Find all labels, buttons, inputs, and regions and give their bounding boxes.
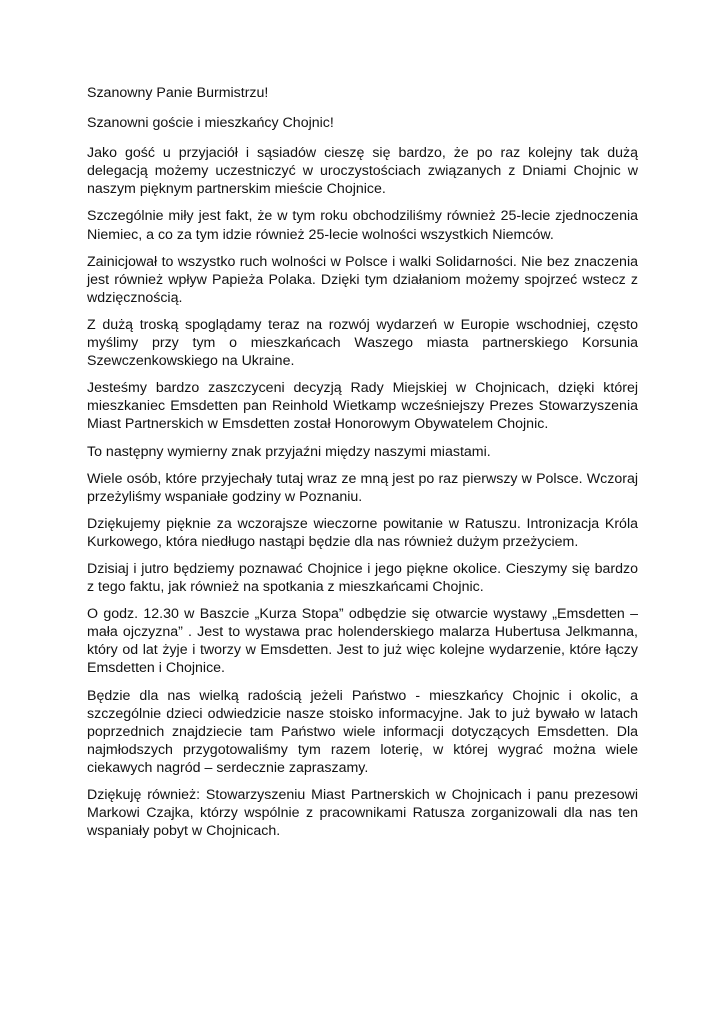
paragraph-1: Jako gość u przyjaciół i sąsiadów cieszę się bardzo, że po raz kolejny tak dużą delegacją możemy uczestniczyć w uroczystościach związanych z Dniami Chojnic w naszym pięknym partnerskim mieście Chojnice. [87, 145, 638, 198]
paragraph-10: O godz. 12.30 w Baszcie „Kurza Stopa” odbędzie się otwarcie wystawy „Emsdetten – mała ojczyzna” . Jest to wystawa prac holenderskiego malarza Hubertusa Jelkmanna, który od lat żyje i tworzy w Emsdetten. Jest to już więc kolejne wydarzenie, które łączy Emsdetten i Chojnice. [87, 606, 638, 677]
paragraph-8: Dziękujemy pięknie za wczorajsze wieczorne powitanie w Ratuszu. Intronizacja Króla Kurkowego, która niedługo nastąpi będzie dla nas również dużym przeżyciem. [87, 515, 638, 550]
paragraph-11: Będzie dla nas wielką radością jeżeli Państwo - mieszkańcy Chojnic i okolic, a szczególnie dzieci odwiedzicie nasze stoisko informacyjne. Jak to już bywało w latach poprzednich znajdziecie tam Państwo wiele informacji dotyczących Emsdetten. Dla najmłodszych przygotowaliśmy tym razem loterię, w której wygrać można wiele ciekawych nagród – serdecznie zapraszamy. [87, 687, 638, 776]
paragraph-6: To następny wymierny znak przyjaźni między naszymi miastami. [87, 443, 491, 460]
paragraph-7: Wiele osób, które przyjechały tutaj wraz ze mną jest po raz pierwszy w Polsce. Wczoraj przeżyliśmy wspaniałe godziny w Poznaniu. [87, 470, 638, 505]
paragraph-5: Jesteśmy bardzo zaszczyceni decyzją Rady Miejskiej w Chojnicach, dzięki której mieszkaniec Emsdetten pan Reinhold Wietkamp wcześniejszy Prezes Stowarzyszenia Miast Partnerskich w Emsdetten został Honorowym Obywatelem Chojnic. [87, 380, 638, 433]
paragraph-12: Dziękuję również: Stowarzyszeniu Miast Partnerskich w Chojnicach i panu prezesowi Markowi Czajka, którzy wspólnie z pracownikami Ratusza zorganizowali dla nas ten wspaniały pobyt w Chojnicach. [87, 787, 638, 840]
paragraph-2: Szczególnie miły jest fakt, że w tym roku obchodziliśmy również 25-lecie zjednoczenia Niemiec, a co za tym idzie również 25-lecie wolności wszystkich Niemców. [87, 208, 638, 243]
paragraph-9: Dzisiaj i jutro będziemy poznawać Chojnice i jego piękne okolice. Cieszymy się bardzo z tego faktu, jak również na spotkania z mieszkańcami Chojnic. [87, 560, 638, 596]
greeting-guests: Szanowni goście i mieszkańcy Chojnic! [87, 115, 334, 132]
paragraph-3: Zainicjował to wszystko ruch wolności w Polsce i walki Solidarności. Nie bez znaczenia jest również wpływ Papieża Polaka. Dzięki tym działaniom możemy spojrzeć wstecz z wdzięcznością. [87, 253, 638, 306]
greeting-mayor: Szanowny Panie Burmistrzu! [87, 85, 269, 101]
letter-page [87, 84, 638, 849]
paragraph-4: Z dużą troską spoglądamy teraz na rozwój wydarzeń w Europie wschodniej, często myślimy przy tym o mieszkańcach Waszego miasta partnerskiego Korsunia Szewczenkowskiego na Ukraine. [87, 316, 638, 370]
